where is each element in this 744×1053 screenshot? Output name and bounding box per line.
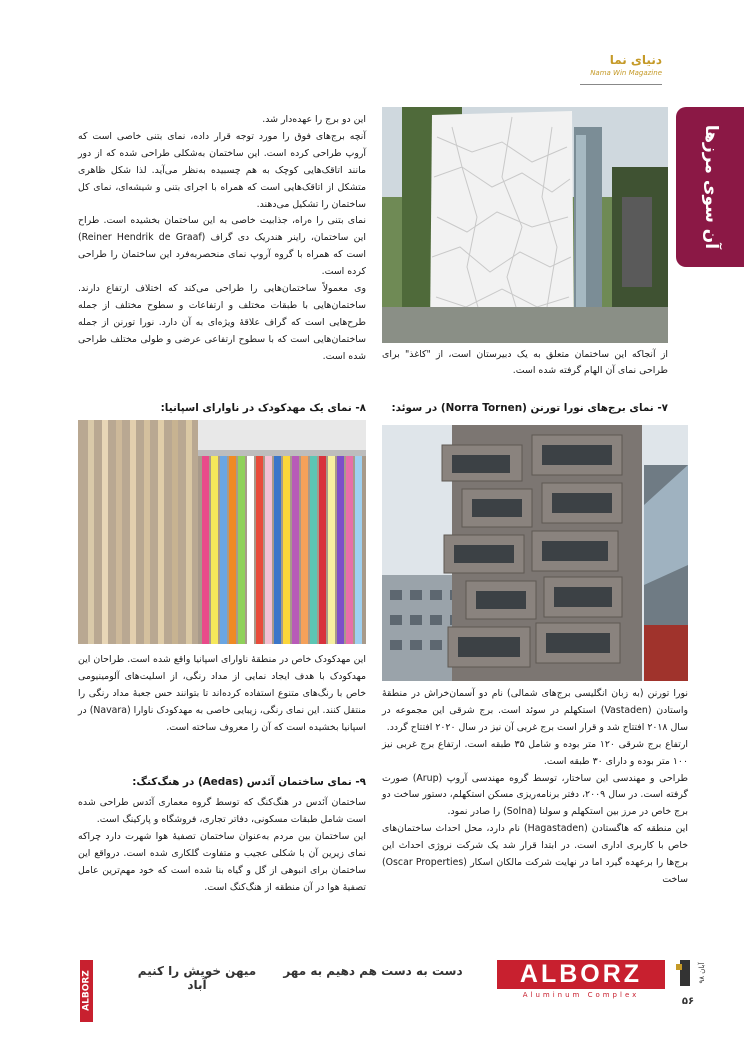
magazine-logo-fa: دنیای نما [609,53,662,67]
section7-paragraph: نورا تورنن (به زبان انگلیسی برج‌های شمالی) نام دو آسمان‌خراش در منطقهٔ واستادن (Vastaden) استکهلم در سوئد است. برج شرقی این مجموعه در سال ۲۰۱۸ افتتاح شد و قرار است برج غربی آن نیز در سال ۲۰۲۰ افتتاح گردد. [382,688,688,733]
page-marker-accent [676,964,682,970]
magazine-logo-en: Nama Win Magazine [590,69,662,77]
alborz-logo-subtitle: Aluminum Complex [522,991,640,999]
side-brand-label: ALBORZ [81,970,92,1011]
section-tab [676,107,744,267]
footer [0,950,744,1053]
footer-slogan-right: دست به دست هم دهیم به مهر [283,964,463,978]
caption-paper-facade: از آنجاکه این ساختمان متعلق به یک دبیرستان است، از "کاغذ" برای طراحی نمای آن الهام گرفته شده است. [382,349,668,376]
intro-paragraph: وی معمولاً ساختمان‌هایی را طراحی می‌کند که اختلاف ارتفاع دارند. ساختمان‌هایی با طبقات مختلف و ارتفاعات و سطوح مختلف از جمله طرح‌هایی است که گراف علاقهٔ ویژه‌ای به آن دارد. نورا تورنن از جمله ساختمان‌هایی است که با سطوح ارتفاعی عرضی و طولی مختلف طراحی شده است. [78,283,366,362]
section7-paragraph: ارتفاع برج شرقی ۱۲۰ متر بوده و شامل ۳۵ طبقه است. ارتفاع برج غربی نیز ۱۰۰ متر بوده و دارای ۳۰ طبقه است. [382,738,689,767]
section9-title: ۹- نمای ساختمان آئدس (Aedas) در هنگ‌کنگ: [132,776,366,788]
section-tab-label: آن سوی مرزها [701,124,721,250]
side-brand-strip [80,960,93,1022]
issue-label: آبان ۹۸ [698,962,706,984]
intro-paragraph: نمای بتنی را ه‌راه، جذابیت خاصی به این ساختمان بخشیده است. طراح این ساختمان، راینر هندریک دی گراف (Reiner Hendrik de Graaf) است که همراه با گروه آروپ نمای منحصربه‌فرد این ساختمان را طراحی کرده است. [78,215,366,278]
section9-paragraph: این ساختمان بین مردم به‌عنوان ساختمان تصفیهٔ هوا شهرت دارد چراکه نمای زیرین آن با شکلی عجیب و متفاوت گلکاری شده است. درواقع این ساختمان برای انبوهی از گل و گیاه بنا شده است که خود مهم‌ترین عامل تصفیهٔ هوا در آن منطقه از هنگ‌کنگ است. [78,830,366,893]
image-norra-tornen [382,425,688,681]
page-number: ۵۶ [681,996,695,1007]
section9-paragraph: ساختمان آئدس در هنگ‌کنگ که توسط گروه معماری آئدس طراحی شده است شامل طبقات مسکونی، دفاتر تجاری، فروشگاه و پارکینگ است. [78,797,366,825]
footer-slogan-left: میهن خویش را کنیم آباد [137,964,257,992]
section8-text [78,652,366,762]
section8-title: ۸- نمای یک مهدکودک در ناوارای اسپانیا: [160,402,366,414]
section9-text [78,795,366,940]
header-divider [580,84,662,85]
image-paper-facade [382,107,668,343]
magazine-logo [580,53,662,83]
section7-title: ۷- نمای برج‌های نورا تورنن (Norra Tornen) در سوئد: [391,402,668,414]
section7-paragraph: طراحی و مهندسی این ساختار، توسط گروه مهندسی آروپ (Arup) صورت گرفته است. در سال ۲۰۰۹، دفتر برنامه‌ریزی مسکن استکهلم، دستور ساخت دو برج خاص در مرز بین استکهلم و سولنا (Solna) را صادر نمود. [382,772,688,818]
section7-text [382,686,688,941]
section8-paragraph: این مهدکودک خاص در منطقهٔ ناوارای اسپانیا واقع شده است. طراحان این مهدکودک با هدف ایجاد نمایی از مداد رنگی، از اسلیت‌های آلومینیومی خاص با رنگ‌های متنوع استفاده کرده‌اند تا بتوانند حس جعبهٔ مداد رنگی را منتقل کنند. این نمای رنگی، زیبایی خاصی به مهدکودک ناوارا (Navara) در اسپانیا بخشیده است که آن را معروف ساخته است. [78,654,367,733]
page-marker [672,956,712,1016]
intro-paragraph: آنچه برج‌های فوق را مورد توجه قرار داده، نمای بتنی خاصی است که آروپ طراحی کرده است. این ساختمان به‌شکلی طراحی شده که از دور مانند اتاقک‌هایی کوچک به هم چسبیده به‌نظر می‌آید. لذا شکل ظاهری متشکل از اتاقک‌هایی است که همراه با اجرای بتنی و شیشه‌ای، نمای کل ساختمان را تشکیل می‌دهند. [78,130,366,210]
alborz-logo-text: ALBORZ [497,960,665,989]
alborz-logo [497,960,665,1002]
intro-paragraph: این دو برج را عهده‌دار شد. [262,114,366,125]
intro-text [78,112,366,387]
image-kindergarten [78,420,366,644]
section7-paragraph: این منطقه که هاگستادن (Hagastaden) نام دارد، محل احداث ساختمان‌های خاص با کاربری اداری است. در ابتدا قرار شد یک شرکت نروژی احداث این برج‌ها را برعهده گیرد اما در نهایت شرکت مالکان اسکار (Oscar Properties) ساخت [382,823,688,885]
